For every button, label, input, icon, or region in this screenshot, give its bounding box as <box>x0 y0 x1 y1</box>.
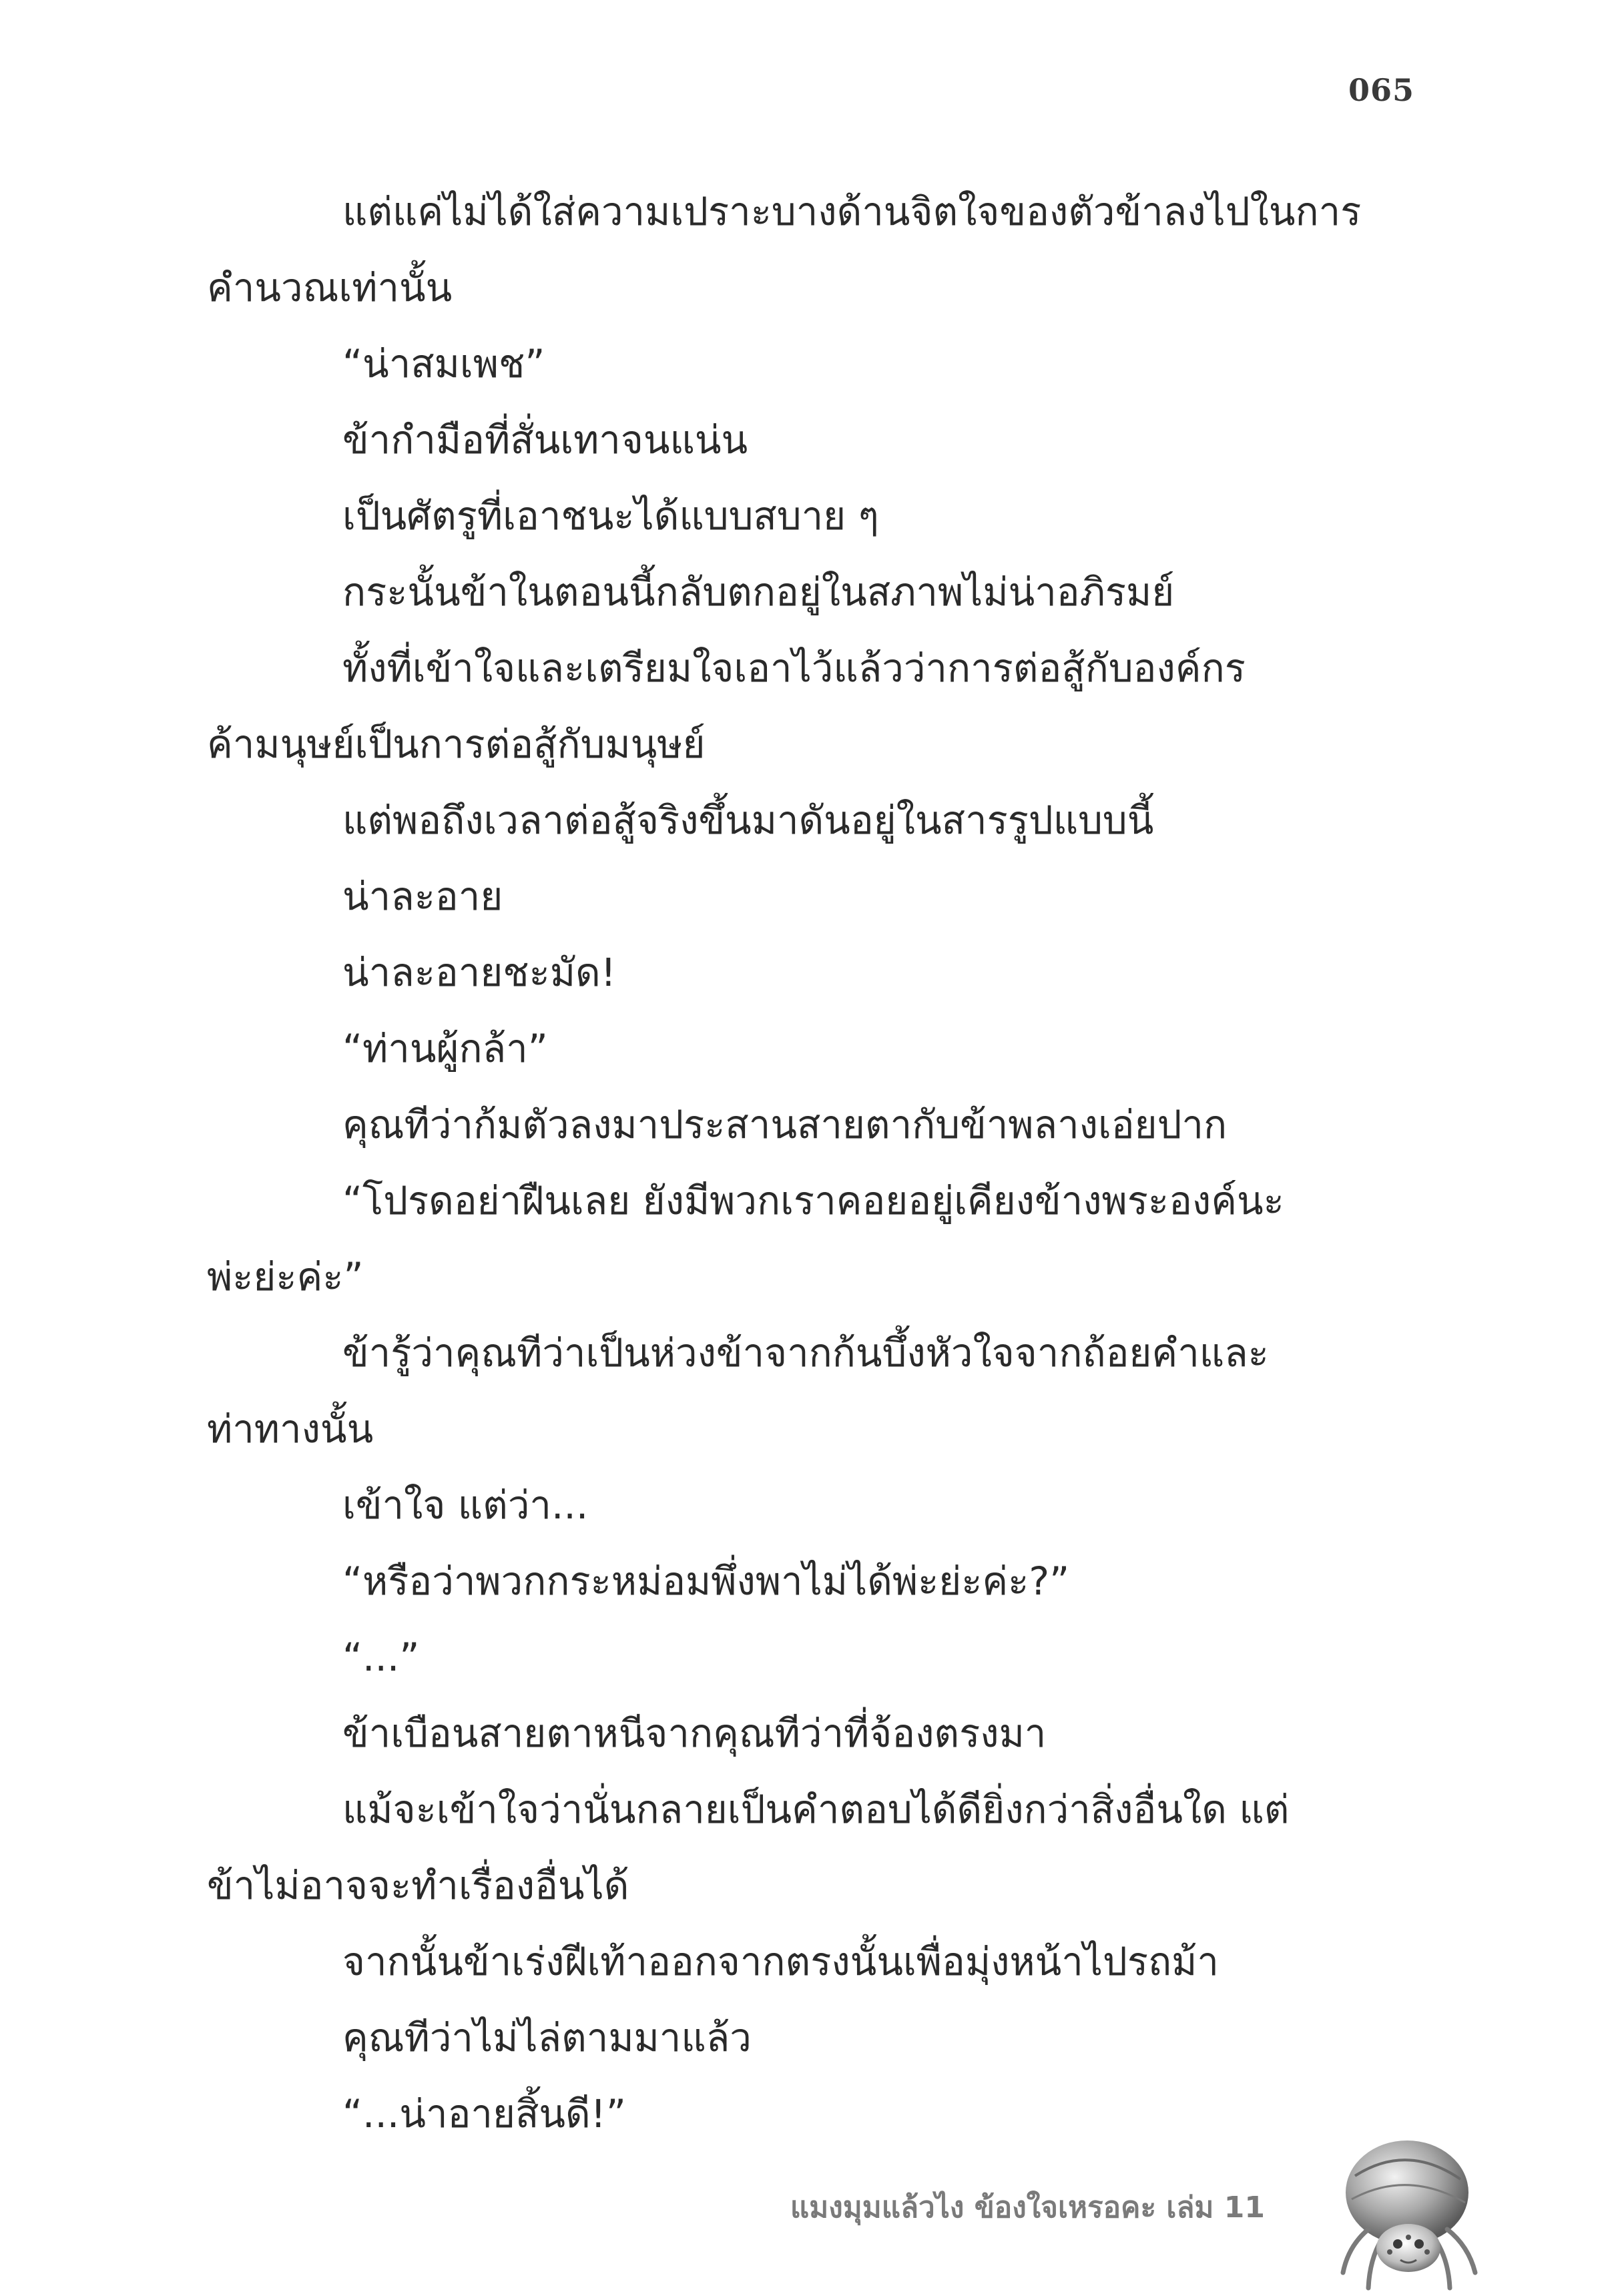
text-line: ข้ารู้ว่าคุณทีว่าเป็นห่วงข้าจากก้นบึ้งหัวใจจากถ้อยคำและ <box>342 1330 1269 1376</box>
text-line: “...น่าอายสิ้นดี!” <box>342 2091 626 2136</box>
text-line: “โปรดอย่าฝืนเลย ยังมีพวกเราคอยอยู่เคียงข้างพระองค์นะ <box>342 1178 1284 1223</box>
spider-mascot-icon <box>1328 2129 1489 2296</box>
page-number: 065 <box>1348 72 1414 108</box>
book-title-footer: แมงมุมแล้วไง ข้องใจเหรอคะ เล่ม 11 <box>790 2191 1265 2225</box>
text-line: พ่ะย่ะค่ะ” <box>207 1254 364 1300</box>
text-line: เป็นศัตรูที่เอาชนะได้แบบสบาย ๆ <box>342 493 879 539</box>
text-line: คำนวณเท่านั้น <box>207 265 453 310</box>
text-line: แต่พอถึงเวลาต่อสู้จริงขึ้นมาดันอยู่ในสารรูปแบบนี้ <box>342 798 1154 843</box>
text-line: “หรือว่าพวกกระหม่อมพึ่งพาไม่ได้พ่ะย่ะค่ะ?” <box>342 1558 1070 1604</box>
text-line: ท่าทางนั้น <box>207 1406 374 1452</box>
page-footer <box>0 2129 1612 2296</box>
text-line: ทั้งที่เข้าใจและเตรียมใจเอาไว้แล้วว่าการต่อสู้กับองค์กร <box>342 645 1246 691</box>
text-line: ข้ากำมือที่สั่นเทาจนแน่น <box>342 417 748 463</box>
text-line: ค้ามนุษย์เป็นการต่อสู้กับมนุษย์ <box>207 722 706 767</box>
text-line: คุณทีว่าก้มตัวลงมาประสานสายตากับข้าพลางเอ่ยปาก <box>342 1102 1228 1147</box>
text-line: น่าละอาย <box>342 874 503 919</box>
text-line: กระนั้นข้าในตอนนี้กลับตกอยู่ในสภาพไม่น่าอภิรมย์ <box>342 569 1175 615</box>
text-line: “น่าสมเพช” <box>342 341 545 386</box>
text-line: น่าละอายชะมัด! <box>342 950 616 995</box>
text-line: ข้าเบือนสายตาหนีจากคุณทีว่าที่จ้องตรงมา <box>342 1711 1047 1756</box>
text-line: “ท่านผู้กล้า” <box>342 1026 548 1071</box>
text-line: “...” <box>342 1635 420 1680</box>
text-line: จากนั้นข้าเร่งฝีเท้าออกจากตรงนั้นเพื่อมุ่งหน้าไปรถม้า <box>342 1939 1219 1984</box>
body-text <box>207 174 1415 2152</box>
text-line: ข้าไม่อาจจะทำเรื่องอื่นได้ <box>207 1863 629 1908</box>
text-line: คุณทีว่าไม่ไล่ตามมาแล้ว <box>342 2015 752 2060</box>
text-line: แม้จะเข้าใจว่านั่นกลายเป็นคำตอบได้ดียิ่งกว่าสิ่งอื่นใด แต่ <box>342 1787 1290 1832</box>
text-line: เข้าใจ แต่ว่า... <box>342 1482 589 1528</box>
text-line: แต่แค่ไม่ได้ใส่ความเปราะบางด้านจิตใจของตัวข้าลงไปในการ <box>342 189 1362 234</box>
